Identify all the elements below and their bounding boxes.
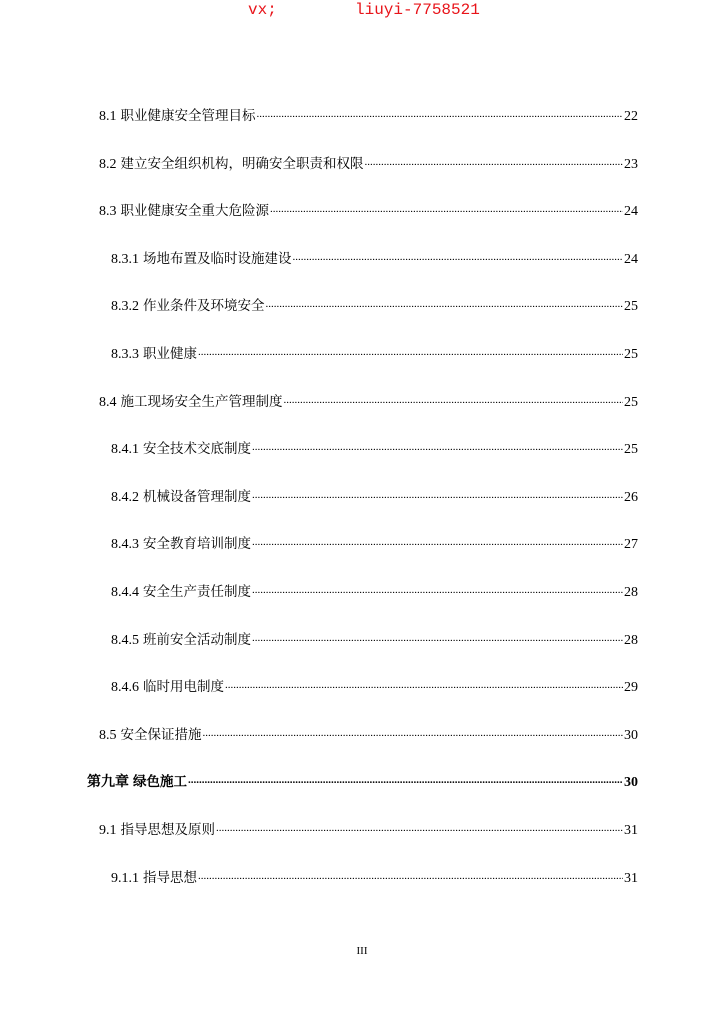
toc-entry-title: 场地布置及临时设施建设: [143, 251, 292, 267]
toc-entry-number: 9.1: [99, 823, 117, 838]
toc-entry-page: 30: [624, 775, 638, 790]
toc-entry[interactable]: [111, 677, 638, 697]
toc-dot-leader: [252, 439, 623, 453]
toc-dot-leader: [365, 154, 624, 168]
toc-dot-leader: [284, 392, 624, 406]
toc-entry[interactable]: [99, 201, 638, 221]
toc-entry-number: 8.1: [99, 109, 117, 124]
toc-entry[interactable]: [99, 154, 638, 174]
toc-dot-leader: [252, 487, 623, 501]
toc-entry-number: 8.4.5: [111, 633, 139, 648]
toc-entry-title: 作业条件及环境安全: [143, 298, 265, 314]
toc-entry[interactable]: [111, 582, 638, 602]
toc-entry-number: 8.3.2: [111, 299, 139, 314]
toc-entry-title: 指导思想: [143, 870, 197, 886]
toc-entry-title: 临时用电制度: [143, 679, 224, 695]
toc-entry-number: 8.4: [99, 395, 117, 410]
toc-entry-page: 29: [624, 680, 638, 695]
toc-entry-number: 8.4.4: [111, 585, 139, 600]
toc-entry-title: 施工现场安全生产管理制度: [120, 394, 283, 410]
toc-entry[interactable]: [111, 439, 638, 459]
toc-entry-number: 8.3: [99, 204, 117, 219]
toc-entry[interactable]: [111, 487, 638, 507]
toc-dot-leader: [198, 868, 623, 882]
toc-entry-page: 24: [624, 252, 638, 267]
toc-entry[interactable]: [111, 344, 638, 364]
toc-entry-page: 27: [624, 537, 638, 552]
toc-entry-page: 28: [624, 585, 638, 600]
page-number: III: [356, 945, 368, 957]
toc-entry[interactable]: [99, 392, 638, 412]
toc-entry[interactable]: [99, 725, 638, 745]
toc-entry-title: 安全保证措施: [120, 727, 202, 743]
toc-dot-leader: [252, 534, 623, 548]
toc-entry-page: 25: [624, 442, 638, 457]
toc-entry-number: 9.1.1: [111, 871, 139, 886]
toc-entry-number: 8.5: [99, 728, 117, 743]
toc-entry-page: 31: [624, 823, 638, 838]
toc-entry[interactable]: [111, 249, 638, 269]
toc-entry-page: 24: [624, 204, 638, 219]
toc-entry-title: 绿色施工: [133, 774, 187, 790]
toc-entry-number: 8.3.1: [111, 252, 139, 267]
toc-entry-page: 23: [624, 157, 638, 172]
toc-entry-title: 职业健康安全重大危险源: [120, 203, 269, 219]
toc-dot-leader: [257, 106, 624, 120]
toc-entry-title: 建立安全组织机构，明确安全职责和权限: [120, 156, 364, 172]
page-header: [0, 0, 724, 22]
toc-entry[interactable]: [111, 534, 638, 554]
toc-dot-leader: [198, 344, 623, 358]
toc-entry-number: 8.4.1: [111, 442, 139, 457]
toc-entry-page: 22: [624, 109, 638, 124]
toc-dot-leader: [252, 630, 623, 644]
toc-entry-number: 8.2: [99, 157, 117, 172]
toc-entry-title: 安全技术交底制度: [143, 441, 251, 457]
toc-entry-number: 第九章: [87, 774, 129, 790]
toc-entry[interactable]: [111, 630, 638, 650]
toc-entry-page: 26: [624, 490, 638, 505]
toc-entry-page: 28: [624, 633, 638, 648]
toc-dot-leader: [188, 772, 623, 786]
toc-entry-number: 8.3.3: [111, 347, 139, 362]
toc-entry-title: 职业健康安全管理目标: [120, 108, 256, 124]
toc-entry-title: 指导思想及原则: [120, 822, 215, 838]
toc-entry[interactable]: [111, 296, 638, 316]
toc-entry-title: 班前安全活动制度: [143, 632, 251, 648]
toc-entry-page: 25: [624, 299, 638, 314]
toc-entry-title: 机械设备管理制度: [143, 489, 251, 505]
toc-dot-leader: [216, 820, 623, 834]
header-contact-label: vx;: [248, 1, 277, 19]
toc-entry-title: 安全教育培训制度: [143, 536, 251, 552]
toc-entry-number: 8.4.3: [111, 537, 139, 552]
toc-entry-page: 30: [624, 728, 638, 743]
toc-entry-title: 安全生产责任制度: [143, 584, 251, 600]
toc-entry-number: 8.4.2: [111, 490, 139, 505]
header-contact-id: liuyi-7758521: [355, 1, 480, 19]
toc-entry-page: 25: [624, 347, 638, 362]
toc-entry[interactable]: [99, 106, 638, 126]
toc-entry[interactable]: [99, 820, 638, 840]
toc-dot-leader: [252, 582, 623, 596]
toc-dot-leader: [266, 296, 624, 310]
toc-dot-leader: [270, 201, 623, 215]
toc-dot-leader: [203, 725, 624, 739]
toc-dot-leader: [225, 677, 623, 691]
toc-entry-page: 31: [624, 871, 638, 886]
toc-entry-page: 25: [624, 395, 638, 410]
toc-entry-title: 职业健康: [143, 346, 197, 362]
toc-entry[interactable]: [111, 868, 638, 888]
toc-entry[interactable]: [87, 772, 638, 792]
toc-dot-leader: [293, 249, 624, 263]
toc-entry-number: 8.4.6: [111, 680, 139, 695]
